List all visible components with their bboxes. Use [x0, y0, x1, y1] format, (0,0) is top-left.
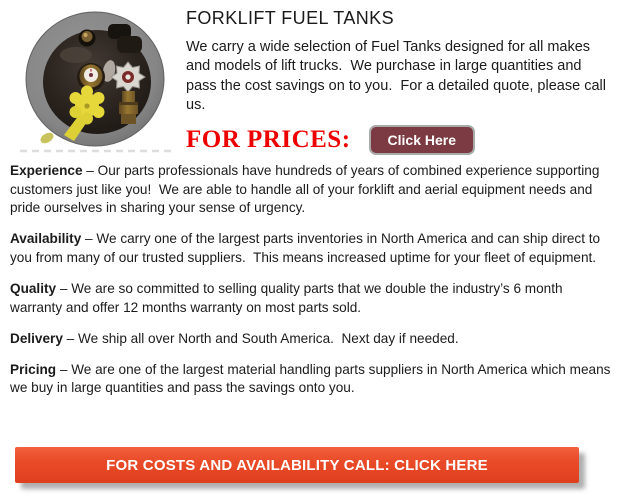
prices-row — [186, 125, 616, 155]
feature-delivery — [10, 330, 614, 349]
costs-availability-banner[interactable] — [15, 447, 579, 483]
valve-stem-top — [122, 91, 135, 102]
top-port-glint — [84, 33, 88, 37]
feature-quality-text: – We are so committed to selling quality parts that we double the industry’s 6 month warranty and offer 12 months warranty on most parts sold. — [10, 280, 567, 315]
feature-delivery-text: – We ship all over North and South America. Next day if needed. — [62, 330, 459, 346]
gauge-center — [89, 73, 93, 77]
gauge-tick — [90, 69, 91, 72]
feature-availability — [10, 230, 614, 267]
feature-pricing-text: – We are one of the largest material handling parts suppliers in North America which means we buy in large quantities and pass the savings onto you. — [10, 361, 615, 396]
top-port-knob — [82, 31, 93, 42]
click-here-button[interactable]: Click Here — [369, 125, 475, 155]
costs-availability-banner-text: FOR COSTS AND AVAILABILITY CALL: CLICK HERE — [106, 456, 488, 474]
intro-paragraph: We carry a wide selection of Fuel Tanks designed for all makes and models of lift trucks. We purchase in large quantities and pass the cost savings on to you. For a detailed quote, please call us. — [186, 39, 610, 113]
for-prices-label: FOR PRICES: — [186, 126, 351, 154]
feature-quality-label: Quality — [10, 280, 57, 296]
rim-accent — [39, 131, 56, 146]
feature-delivery-label: Delivery — [10, 330, 63, 346]
feature-availability-label: Availability — [10, 231, 82, 247]
feature-pricing-label: Pricing — [10, 361, 57, 377]
feature-availability-text: – We carry one of the largest parts inventories in North America and can ship direct to you from many of our trusted suppliers. This means increased uptime for your fleet of equipment. — [10, 231, 604, 265]
cavity-sheen — [60, 47, 92, 63]
features-section — [10, 162, 614, 410]
feature-quality — [10, 280, 614, 317]
page-title: FORKLIFT FUEL TANKS — [186, 8, 394, 28]
feature-experience-text: – Our parts professionals have hundreds of years of combined experience supporting customers just like you! We are able to handle all of your forklift and aerial equipment needs and pride ourselves in sharing your sense of urgency. — [10, 163, 604, 216]
valve-stem-mid — [119, 105, 138, 114]
header-section — [186, 8, 616, 155]
valve-knob-dot — [125, 74, 130, 79]
feature-pricing — [10, 361, 614, 398]
feature-experience — [10, 162, 614, 218]
valve-stem-bottom — [121, 114, 136, 124]
fuel-tank-illustration — [10, 5, 180, 155]
top-fitting-lower — [117, 36, 142, 53]
fuel-tank-photo — [10, 5, 180, 155]
feature-experience-label: Experience — [10, 163, 83, 178]
